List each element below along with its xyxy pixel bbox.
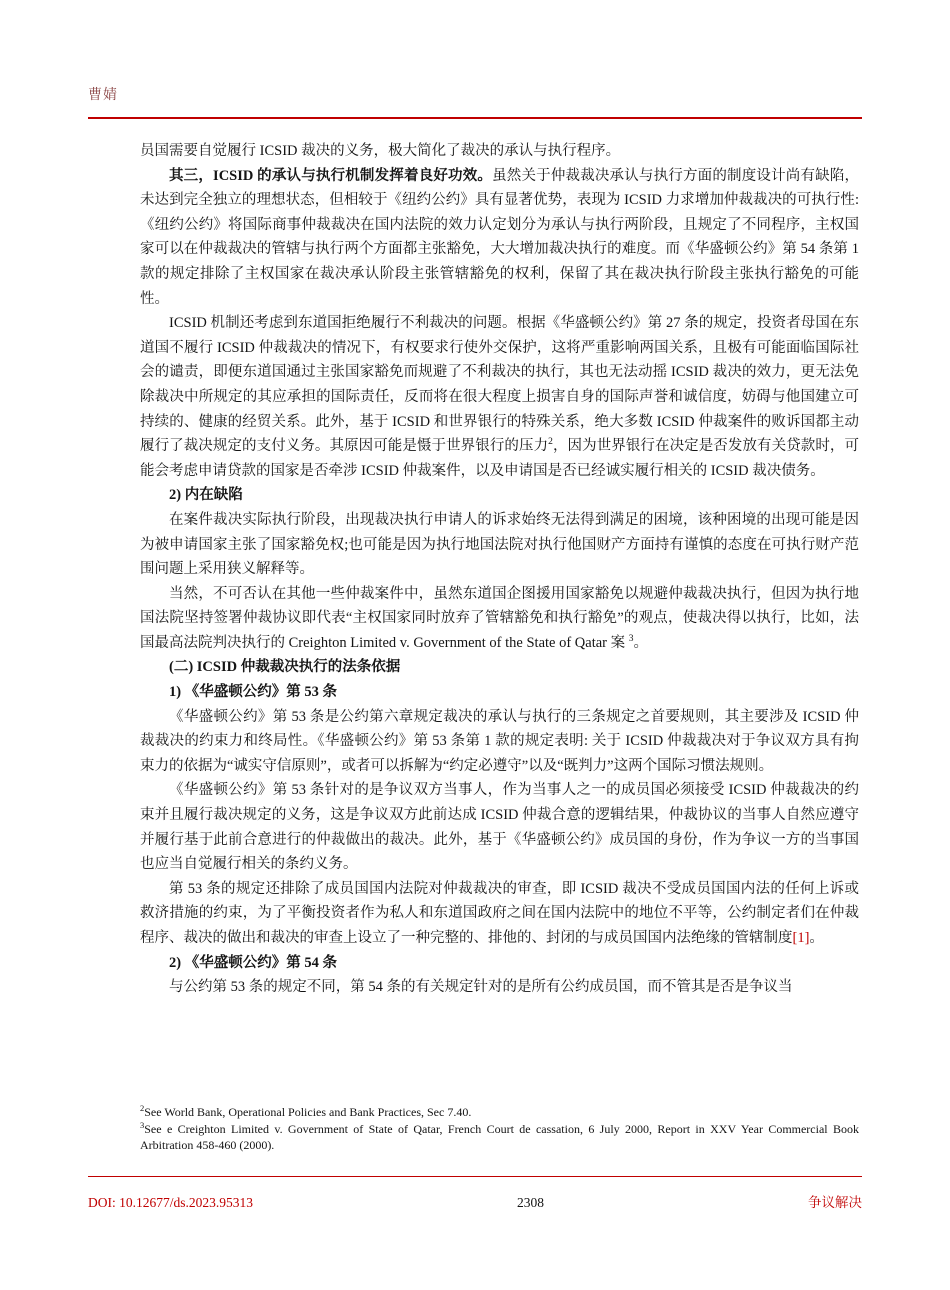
text-segment: 2) 内在缺陷 <box>169 487 243 504</box>
doi-link[interactable]: DOI: 10.12677/ds.2023.95313 <box>88 1195 253 1210</box>
journal-name: 争议解决 <box>808 1195 862 1210</box>
footnote-ref: 3 <box>628 634 634 645</box>
text-segment: 第 53 条的规定还排除了成员国国内法院对仲裁裁决的审查，即 ICSID 裁决不受成员国国内法的任何上诉或救济措施的约束，为了平衡投资者作为私人和东道国政府之间在国内法院中的地位不平等，公约制定者们在仲裁程序、裁决的做出和裁决的审查上设立了一种完整的、排他的、封闭的与成员国国内法绝缘的管辖制度 <box>140 880 859 946</box>
footnote <box>140 1121 859 1154</box>
text-segment: 《华盛顿公约》第 53 条针对的是争议双方当事人，作为当事人之一的成员国必须接受 ICSID 仲裁裁决的约束并且履行裁决规定的义务，这是争议双方此前达成 ICSID 仲裁合意的逻辑结果，仲裁协议的当事人自然应遵守并履行基于此前合意进行的仲裁做出的裁决。此外，基于《华盛顿公约》成员国的身份，作为争议一方的当事国也应当自觉履行相关的条约义务。 <box>140 782 859 873</box>
text-segment: ICSID 机制还考虑到东道国拒绝履行不利裁决的问题。根据《华盛顿公约》第 27 条的规定，投资者母国在东道国不履行 ICSID 仲裁裁决的情况下，有权要求行使外交保护，这将严重影响两国关系，且极有可能面临国际社会的谴责，即便东道国通过主张国家豁免而规避了不利裁决的执行，其也无法动摇 ICSID 裁决的效力，更无法免除裁决中所规定的其应承担的国际责任，反而将在很大程度上损害自身的国际声誉和诚信度，妨碍与他国建立可持续的、健康的经贸关系。此外，基于 ICSID 和世界银行的特殊关系，绝大多数 ICSID 仲裁案件的败诉国都主动履行了裁决规定的支付义务。其原因可能是慑于世界银行的压力 <box>140 315 859 455</box>
text-segment: 在案件裁决实际执行阶段，出现裁决执行申请人的诉求始终无法得到满足的困境，该种困境的出现可能是因为被申请国家主张了国家豁免权;也可能是因为执行地国法院对执行他国财产方面持有谨慎的态度在可执行财产范围问题上采用狭义解释等。 <box>140 511 859 578</box>
section-heading <box>140 655 859 680</box>
body-paragraph <box>140 778 859 876</box>
header-rule <box>88 117 862 119</box>
text-segment: 1) 《华盛顿公约》第 53 条 <box>169 684 337 701</box>
body-paragraph <box>140 877 859 951</box>
page-footer <box>88 1176 862 1211</box>
section-heading <box>140 680 859 705</box>
citation-ref[interactable]: [1] <box>792 930 810 946</box>
body-paragraph <box>140 311 859 483</box>
article-body <box>140 139 859 1000</box>
text-segment: 虽然关于仲裁裁决承认与执行方面的制度设计尚有缺陷，未达到完全独立的理想状态，但相较于《纽约公约》具有显著优势，表现为 ICSID 力求增加仲裁裁决的可执行性:《纽约公约》将国际商事仲裁裁决在国内法院的效力认定划分为承认与执行两阶段，且规定了不同程序，主权国家可以在仲裁裁决的管辖与执行两个方面都主张豁免，大大增加裁决执行的难度。而《华盛顿公约》第 54 条第 1 款的规定排除了主权国家在裁决承认阶段主张管辖豁免的权利，保留了其在裁决执行阶段主张执行豁免的可能性。 <box>140 167 859 307</box>
footnotes <box>140 1104 859 1154</box>
footnote-marker: 2 <box>140 1103 145 1113</box>
footnote-ref: 2 <box>548 437 553 448</box>
text-segment: 其三，ICSID 的承认与执行机制发挥着良好功效。 <box>169 167 493 184</box>
text-segment: 《华盛顿公约》第 53 条是公约第六章规定裁决的承认与执行的三条规定之首要规则，其主要涉及 ICSID 仲裁裁决的约束力和终局性。《华盛顿公约》第 53 条第 1 款的规定表明: 关于 ICSID 仲裁裁决对于争议双方具有拘束力的依据为“诚实守信原则”，或者可以拆解为“约定必遵守”以及“既判力”这两个国际习惯法规则。 <box>140 708 859 774</box>
body-paragraph <box>140 705 859 779</box>
section-heading <box>140 483 859 508</box>
author-name: 曹婧 <box>88 88 118 103</box>
text-segment: 当然，不可否认在其他一些仲裁案件中，虽然东道国企图援用国家豁免以规避仲裁裁决执行，但因为执行地国法院坚持签署仲裁协议即代表“主权国家同时放弃了管辖豁免和执行豁免”的观点，使裁决得以执行，比如，法国最高法院判决执行的 Creighton Limited v. Government of the State of Qatar 案 <box>140 585 859 651</box>
text-segment: ，因为世界银行在决定是否发放有关贷款时，可能会考虑申请贷款的国家是否牵涉 ICSID 仲裁案件，以及申请国是否已经诚实履行相关的 ICSID 裁决债务。 <box>140 438 859 479</box>
body-paragraph <box>140 139 859 164</box>
body-paragraph <box>140 975 859 1000</box>
text-segment: 与公约第 53 条的规定不同，第 54 条的有关规定针对的是所有公约成员国，而不管其是否是争议当 <box>169 979 793 996</box>
body-paragraph <box>140 508 859 582</box>
body-paragraph <box>140 164 859 312</box>
footnote-marker: 3 <box>140 1119 145 1130</box>
text-segment: 。 <box>633 634 649 651</box>
text-segment: (二) ICSID 仲裁裁决执行的法条依据 <box>169 659 401 676</box>
text-segment: 2) 《华盛顿公约》第 54 条 <box>169 954 337 971</box>
section-heading <box>140 951 859 976</box>
body-paragraph <box>140 582 859 656</box>
footnote <box>140 1104 859 1121</box>
text-segment: 员国需要自觉履行 ICSID 裁决的义务，极大简化了裁决的承认与执行程序。 <box>140 143 621 159</box>
text-segment: 。 <box>809 930 824 946</box>
page-header <box>88 84 118 104</box>
footnote-text: See World Bank, Operational Policies and Bank Practices, Sec 7.40. <box>144 1105 472 1119</box>
footnote-text: See e Creighton Limited v. Government of State of Qatar, French Court de cassation, 6 July 2000, Report in XXV Year Commercial Book Arbitration 458-460 (2000). <box>140 1121 859 1153</box>
page-number: 2308 <box>517 1195 544 1210</box>
